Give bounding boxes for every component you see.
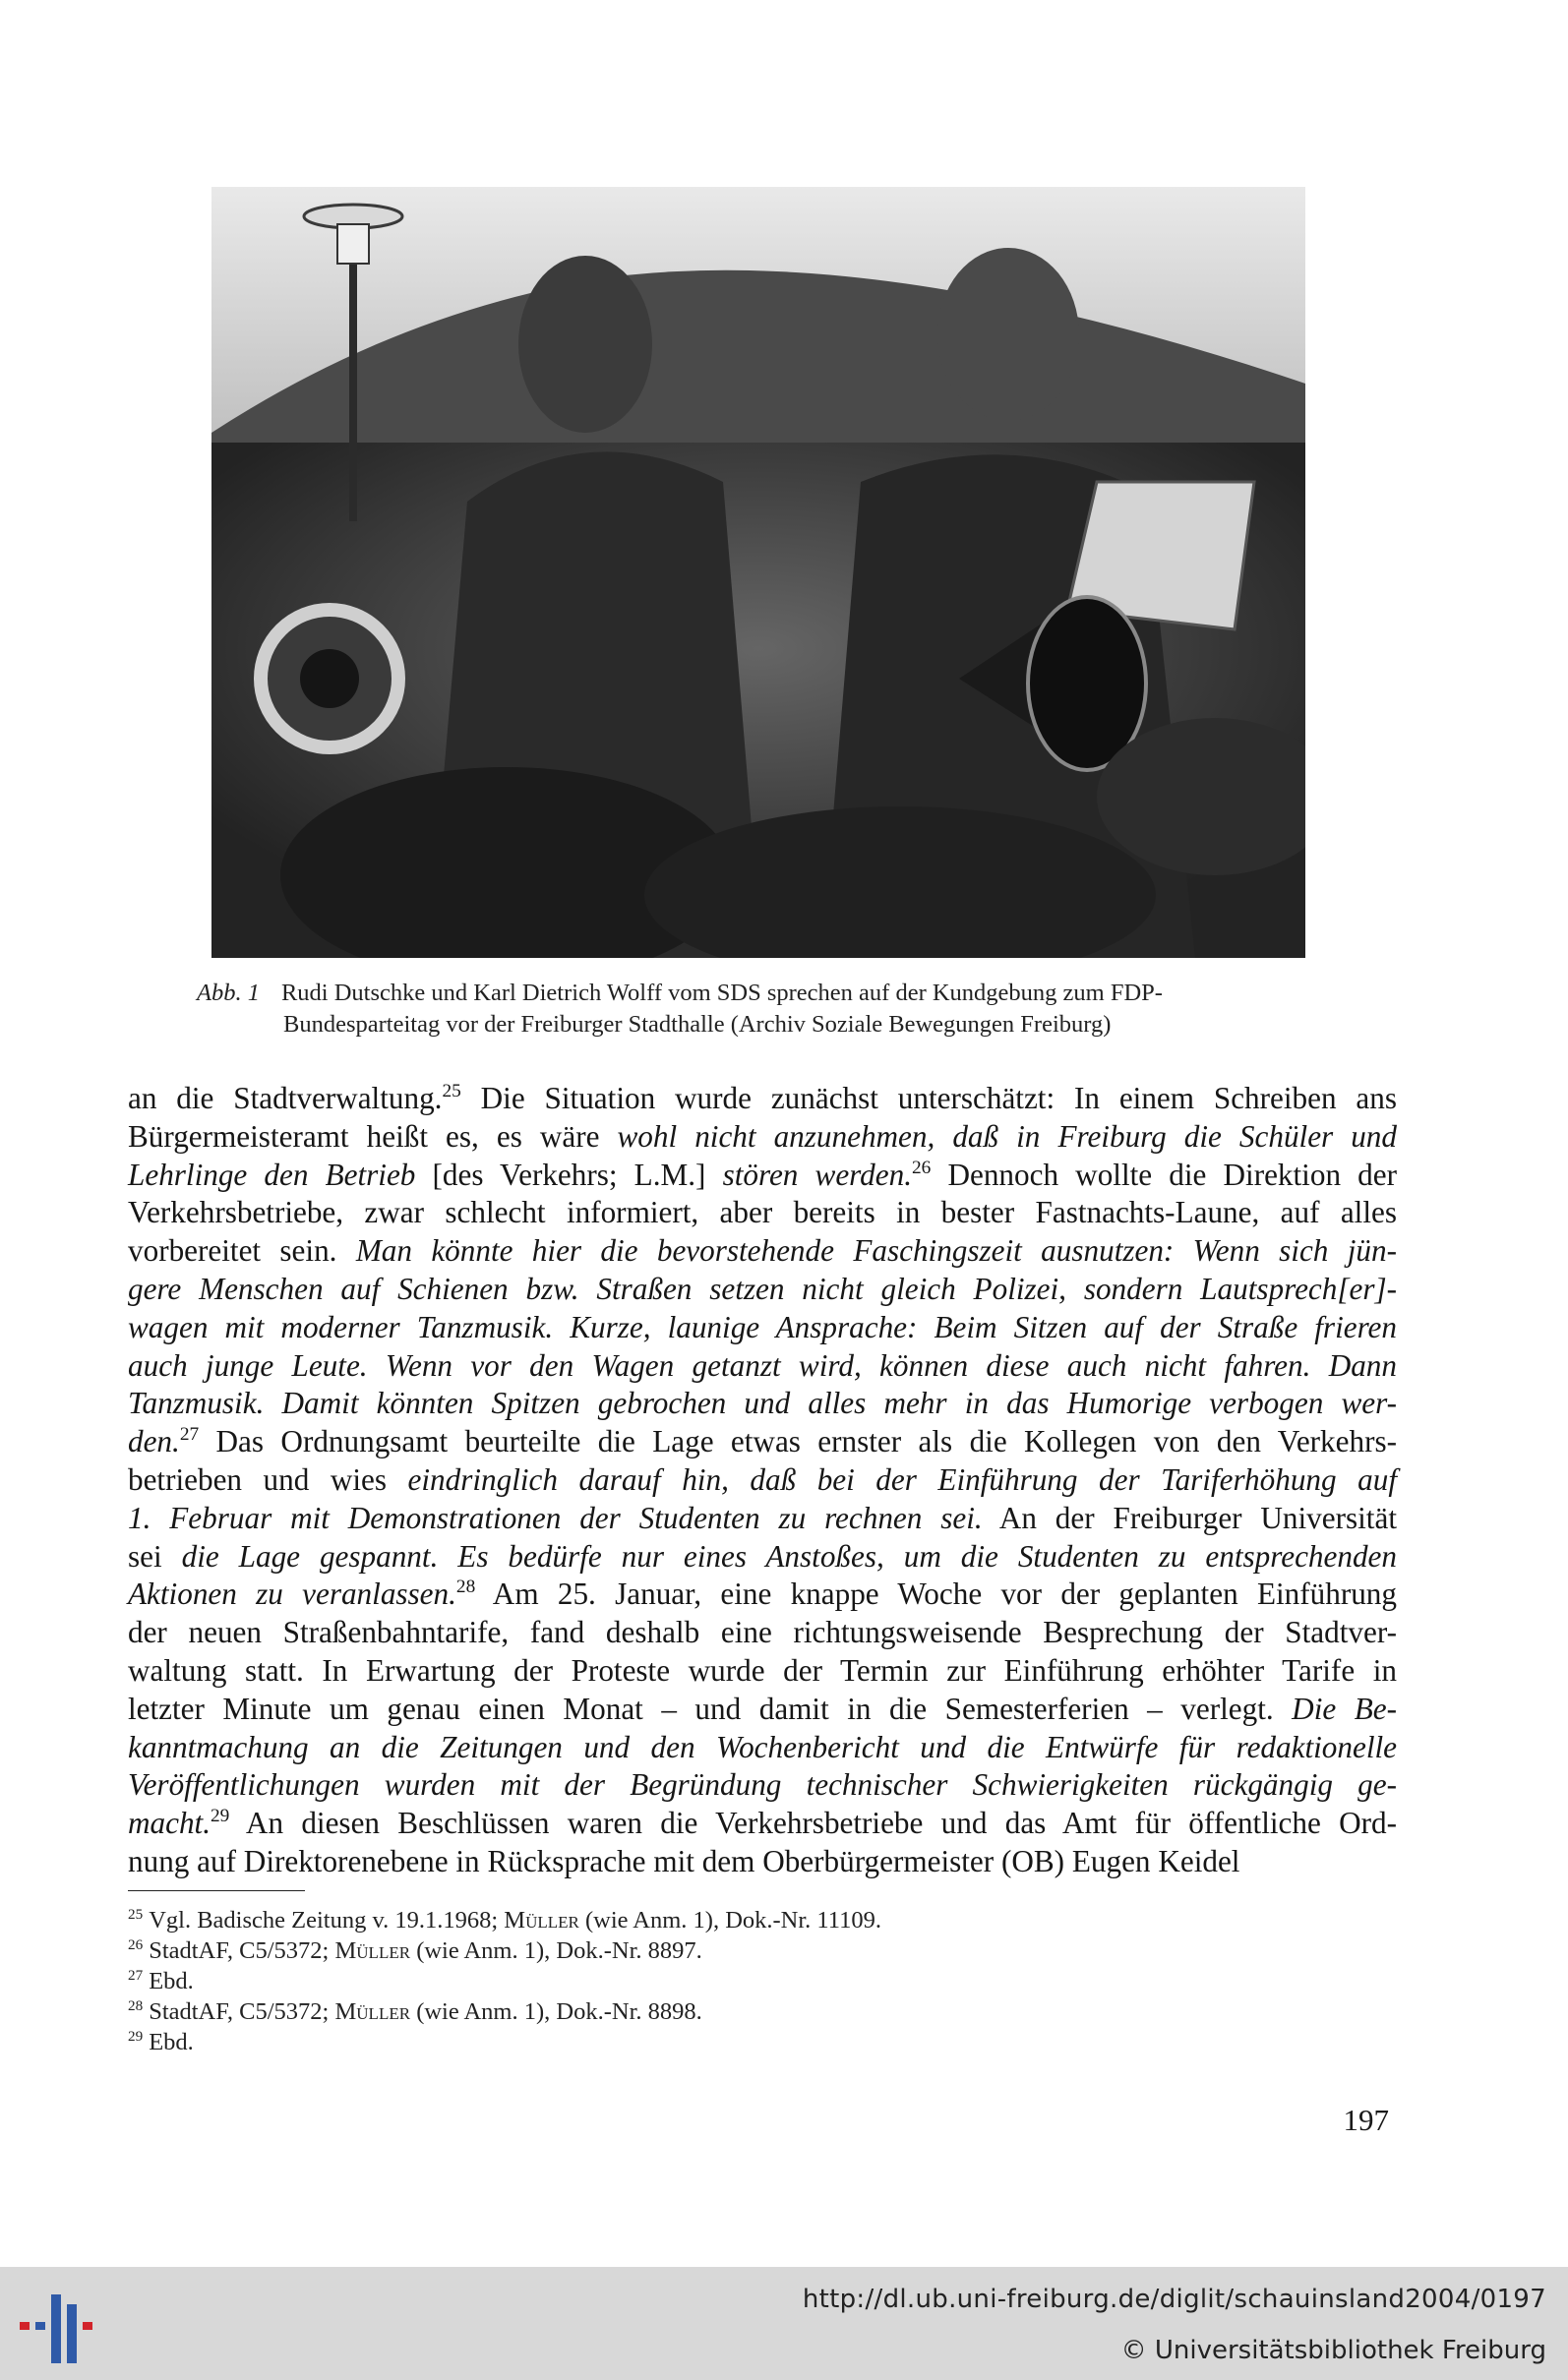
body-text-run: An der Freiburger Universität xyxy=(982,1500,1397,1535)
footer-copyright: © Universitätsbibliothek Freiburg xyxy=(1120,2336,1546,2365)
body-line xyxy=(128,1652,1397,1691)
body-line xyxy=(128,1157,1397,1195)
italic-quote: auch junge Leute. Wenn vor den Wagen getanzt wird, können diese auch nicht fahren. Dann xyxy=(128,1347,1397,1383)
body-text-run: Die Situation wurde zunächst unterschätzt: In einem Schreiben ans xyxy=(460,1081,1398,1115)
footnote-number: 29 xyxy=(128,2027,144,2045)
caption-label: Abb. 1 xyxy=(197,980,260,1006)
body-line xyxy=(128,1538,1397,1577)
italic-quote: gere Menschen auf Schienen bzw. Straßen setzen nicht gleich Polizei, sondern Lautsprech[er]- xyxy=(128,1271,1397,1306)
figure-caption xyxy=(197,978,1328,1041)
body-line xyxy=(128,1309,1397,1347)
footnotes xyxy=(128,1905,1112,2057)
footnote-26 xyxy=(128,1935,1112,1966)
footnote-number: 27 xyxy=(128,1966,144,1984)
footnote-text: Vgl. Badische Zeitung v. 19.1.1968; xyxy=(149,1907,505,1934)
footnote-25 xyxy=(128,1905,1112,1935)
footnote-ref: 28 xyxy=(455,1577,476,1598)
footnote-number: 26 xyxy=(128,1935,144,1953)
figure-photo xyxy=(211,187,1305,958)
body-line xyxy=(128,1766,1397,1805)
body-text-run: der neuen Straßenbahntarife, fand deshalb eine richtungsweisende Besprechung der Stadtver- xyxy=(128,1615,1397,1650)
photo-image xyxy=(211,187,1305,958)
body-line xyxy=(128,1576,1397,1614)
footnote-29 xyxy=(128,2027,1112,2057)
italic-quote: stören werden. xyxy=(722,1157,912,1192)
italic-quote: wagen mit moderner Tanzmusik. Kurze, launige Ansprache: Beim Sitzen auf der Straße frieren xyxy=(128,1309,1397,1344)
footnote-ref: 29 xyxy=(211,1806,230,1827)
body-line xyxy=(128,1423,1397,1461)
author-name: Müller xyxy=(334,1998,411,2025)
italic-quote: wohl nicht anzunehmen, daß in Freiburg die Schüler und xyxy=(617,1118,1397,1154)
italic-quote: Tanzmusik. Damit könnten Spitzen gebrochen und alles mehr in das Humorige verbogen wer- xyxy=(128,1386,1397,1421)
body-line xyxy=(128,1691,1397,1729)
body-text-run: an die Stadtverwaltung. xyxy=(128,1081,443,1115)
footnote-28 xyxy=(128,1996,1112,2027)
footnote-27 xyxy=(128,1966,1112,1996)
body-text-run: Dennoch wollte die Direktion der xyxy=(931,1157,1397,1192)
footnote-text: Ebd. xyxy=(149,1968,194,1994)
page-number: 197 xyxy=(1343,2103,1389,2137)
body-text-run: vorbereitet sein. xyxy=(128,1233,356,1269)
caption-line-2: Bundesparteitag vor der Freiburger Stadthalle (Archiv Soziale Bewegungen Freiburg) xyxy=(283,1011,1112,1038)
italic-quote: macht. xyxy=(128,1806,211,1841)
body-text-run: Das Ordnungsamt beurteilte die Lage etwas ernster als die Kollegen von den Verkehrs- xyxy=(199,1424,1397,1459)
body-line xyxy=(128,1461,1397,1500)
footnote-number: 28 xyxy=(128,1996,144,2014)
body-text xyxy=(128,1080,1397,1881)
body-text-run: nung auf Direktorenebene in Rücksprache mit dem Oberbürgermeister (OB) Eugen Keidel xyxy=(128,1843,1240,1878)
caption-text-1: Rudi Dutschke und Karl Dietrich Wolff vom SDS sprechen auf der Kundgebung zum FDP- xyxy=(280,980,1163,1006)
body-text-run: Am 25. Januar, eine knappe Woche vor der geplanten Einführung xyxy=(475,1577,1397,1612)
body-line xyxy=(128,1729,1397,1767)
body-line xyxy=(128,1232,1397,1271)
footer-bar xyxy=(0,2267,1568,2380)
italic-quote: Lehrlinge den Betrieb xyxy=(128,1157,416,1192)
author-name: Müller xyxy=(334,1937,411,1964)
footnote-text: (wie Anm. 1), Dok.-Nr. 8897. xyxy=(410,1937,702,1964)
body-line xyxy=(128,1843,1397,1881)
footnote-text: (wie Anm. 1), Dok.-Nr. 8898. xyxy=(410,1998,702,2025)
italic-quote: Veröffentlichungen wurden mit der Begründung technischer Schwierigkeiten rückgängig ge- xyxy=(128,1767,1397,1803)
body-line xyxy=(128,1118,1397,1157)
footnote-text: StadtAF, C5/5372; xyxy=(149,1998,335,2025)
italic-quote: Aktionen zu veranlassen. xyxy=(128,1577,456,1612)
italic-quote: Die Be- xyxy=(1292,1691,1397,1726)
body-line xyxy=(128,1500,1397,1538)
body-text-run: An diesen Beschlüssen waren die Verkehrsbetriebe und das Amt für öffentliche Ord- xyxy=(229,1806,1397,1841)
footnote-text: (wie Anm. 1), Dok.-Nr. 11109. xyxy=(578,1907,881,1934)
footer-url[interactable]: http://dl.ub.uni-freiburg.de/diglit/schauinsland2004/0197 xyxy=(802,2285,1546,2314)
footnote-rule xyxy=(128,1890,305,1891)
body-text-run: [des Verkehrs; L.M.] xyxy=(415,1157,723,1192)
body-line xyxy=(128,1614,1397,1652)
footnote-text: StadtAF, C5/5372; xyxy=(149,1937,335,1964)
footnote-text: Ebd. xyxy=(149,2029,194,2055)
footnote-ref: 25 xyxy=(442,1081,461,1102)
body-line xyxy=(128,1080,1397,1118)
body-text-run: Bürgermeisteramt heißt es, es wäre xyxy=(128,1118,618,1154)
italic-quote: kanntmachung an die Zeitungen und den Wochenbericht und die Entwürfe für redaktionelle xyxy=(128,1729,1397,1764)
body-text-run: sei xyxy=(128,1538,182,1574)
body-text-run: letzter Minute um genau einen Monat – und damit in die Semesterferien – verlegt. xyxy=(128,1691,1293,1726)
italic-quote: eindringlich darauf hin, daß bei der Einführung der Tariferhöhung auf xyxy=(407,1461,1397,1497)
body-text-run: Verkehrsbetriebe, zwar schlecht informiert, aber bereits in bester Fastnachts-Laune, auf alles xyxy=(128,1195,1397,1230)
body-line xyxy=(128,1347,1397,1386)
body-text-run: betrieben und wies xyxy=(128,1461,408,1497)
footnote-ref: 26 xyxy=(912,1157,932,1178)
body-line xyxy=(128,1805,1397,1843)
italic-quote: Man könnte hier die bevorstehende Faschingszeit ausnutzen: Wenn sich jün- xyxy=(355,1233,1397,1269)
author-name: Müller xyxy=(504,1907,579,1934)
footnote-number: 25 xyxy=(128,1905,144,1923)
body-line xyxy=(128,1271,1397,1309)
body-line xyxy=(128,1385,1397,1423)
italic-quote: die Lage gespannt. Es bedürfe nur eines Anstoßes, um die Studenten zu entsprechenden xyxy=(181,1538,1397,1574)
italic-quote: 1. Februar mit Demonstrationen der Studenten zu rechnen sei. xyxy=(128,1500,983,1535)
ub-freiburg-logo-icon xyxy=(18,2294,96,2363)
italic-quote: den. xyxy=(128,1424,180,1459)
caption-line-1 xyxy=(197,978,1328,1009)
body-line xyxy=(128,1194,1397,1232)
body-text-run: waltung statt. In Erwartung der Proteste wurde der Termin zur Einführung erhöhter Tarife in xyxy=(128,1652,1397,1688)
footnote-ref: 27 xyxy=(179,1424,200,1446)
